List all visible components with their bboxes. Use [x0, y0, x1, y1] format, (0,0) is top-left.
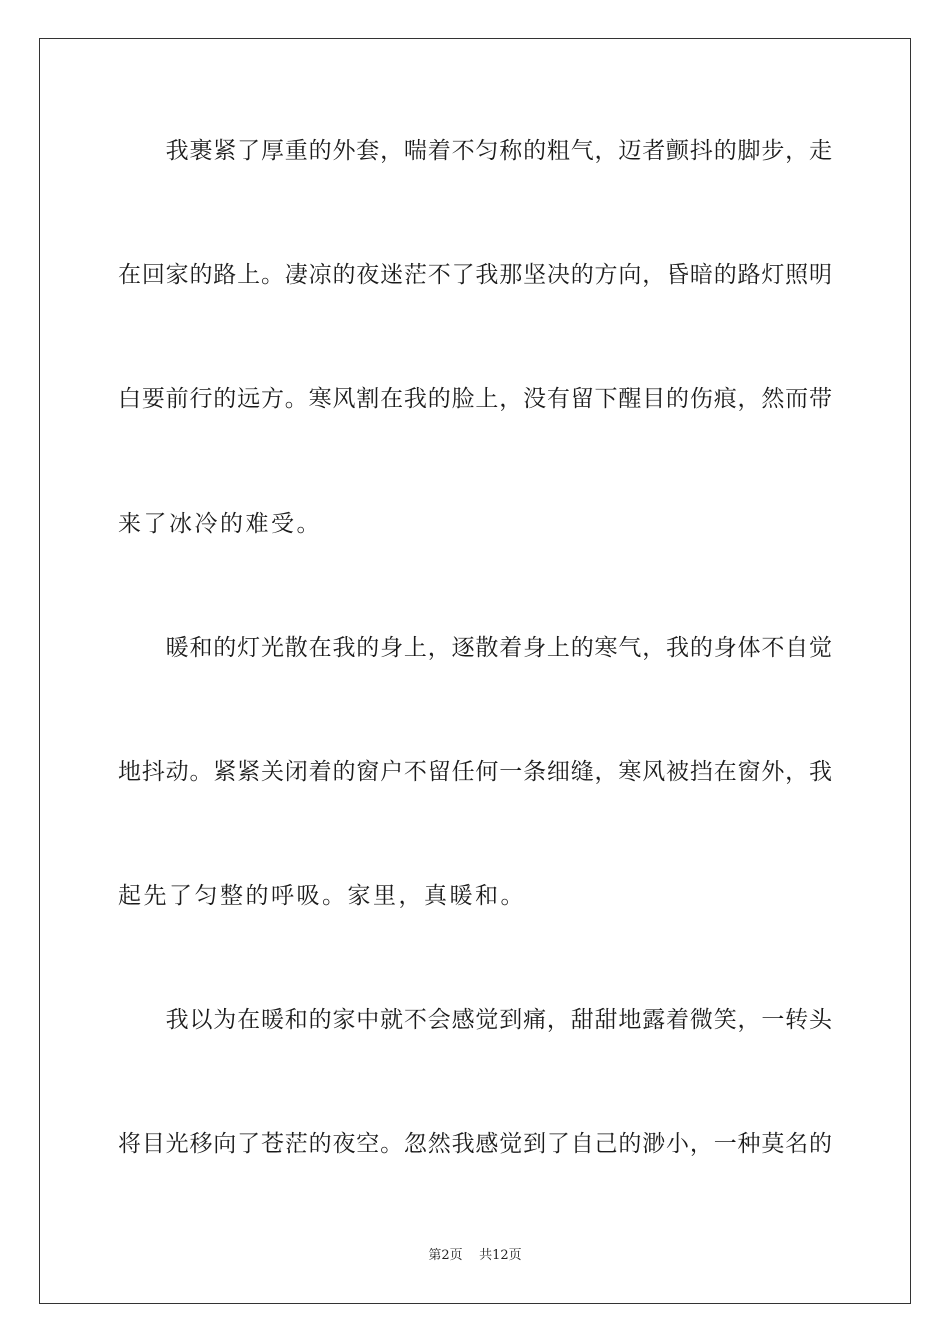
paragraph-3-line-1: 我以为在暖和的家中就不会感觉到痛，甜甜地露着微笑，一转头 — [118, 1007, 832, 1033]
page-footer — [0, 1247, 950, 1265]
page-number: 第2页 — [428, 1248, 463, 1263]
paragraph-2-line-1: 暖和的灯光散在我的身上，逐散着身上的寒气，我的身体不自觉 — [118, 635, 832, 661]
page-total: 共12页 — [479, 1248, 522, 1263]
page-frame — [39, 38, 911, 1304]
paragraph-1-line-2: 在回家的路上。凄凉的夜迷茫不了我那坚决的方向，昏暗的路灯照明 — [118, 262, 832, 288]
paragraph-2-line-2: 地抖动。紧紧关闭着的窗户不留任何一条细缝，寒风被挡在窗外，我 — [118, 759, 832, 785]
paragraph-1-line-4: 来了冰冷的难受。 — [118, 511, 322, 537]
paragraph-1-line-3: 白要前行的远方。寒风割在我的脸上，没有留下醒目的伤痕，然而带 — [118, 386, 832, 412]
paragraph-1-line-1: 我裹紧了厚重的外套，喘着不匀称的粗气，迈者颤抖的脚步，走 — [118, 138, 832, 164]
paragraph-3-line-2: 将目光移向了苍茫的夜空。忽然我感觉到了自己的渺小，一种莫名的 — [118, 1131, 832, 1157]
paragraph-2-line-3: 起先了匀整的呼吸。家里，真暖和。 — [118, 883, 526, 909]
